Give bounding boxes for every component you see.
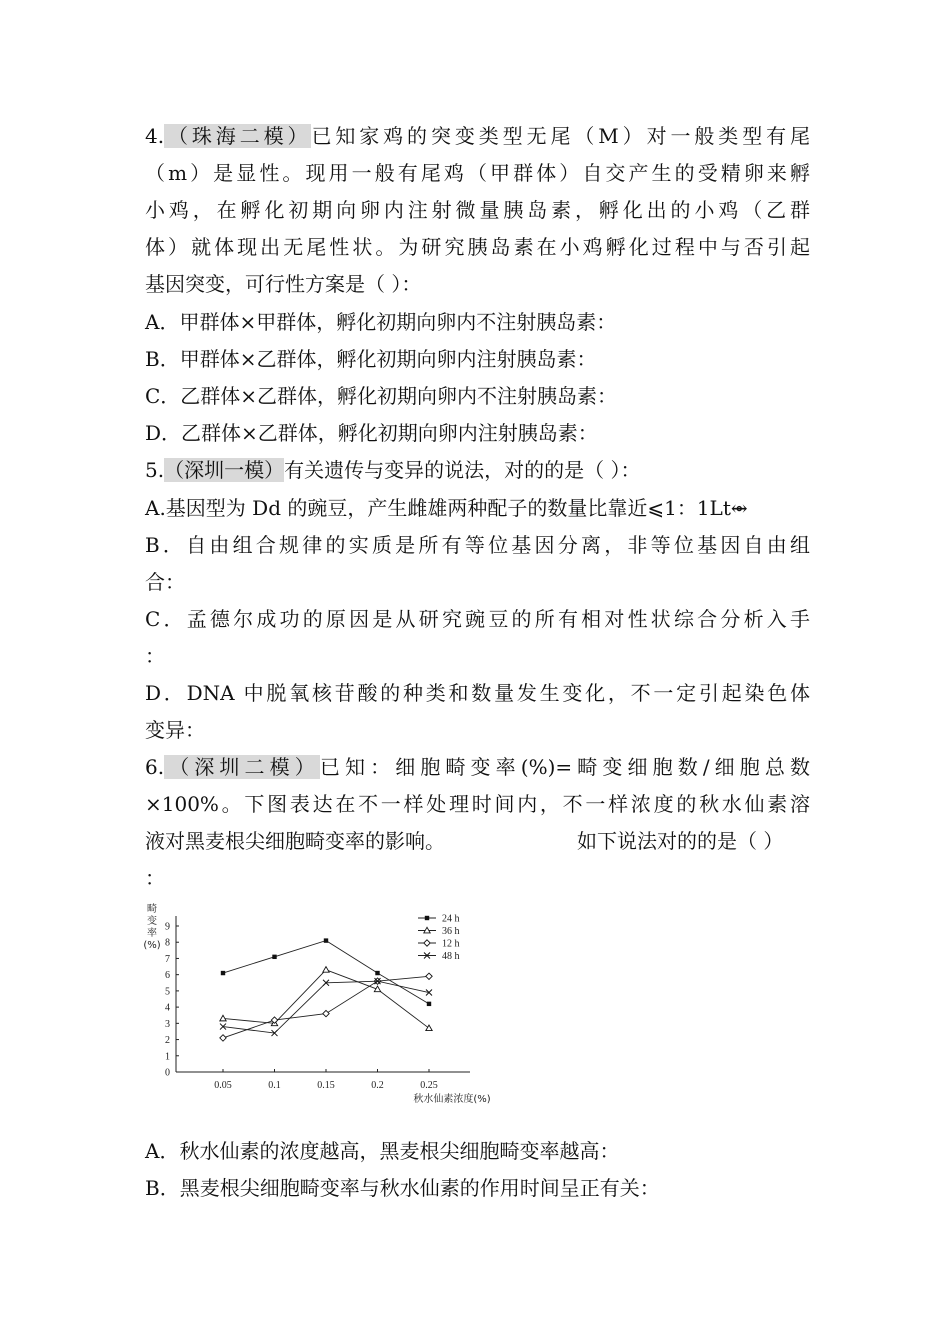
legend-marker (424, 940, 430, 946)
y-tick-label: 7 (165, 953, 170, 965)
legend-marker (425, 916, 429, 920)
series-line-48h (223, 981, 429, 1033)
x-tick-label: 0.1 (268, 1080, 281, 1091)
q5-option-c-1: C．孟德尔成功的原因是从研究豌豆的所有相对性状综合分析入手 (145, 607, 810, 631)
data-point (272, 955, 276, 959)
q6-option-a: A．秋水仙素的浓度越高，黑麦根尖细胞畸变率越高： (145, 1139, 620, 1163)
q6-source-tag: （深圳二模） (164, 755, 320, 779)
data-point (426, 1025, 432, 1031)
data-point (324, 938, 328, 942)
data-point (427, 1002, 431, 1006)
y-tick-label: 4 (165, 1002, 170, 1014)
q5-option-d-2: 变异： (145, 718, 205, 742)
q6-line-1 (145, 749, 810, 786)
q4-stem-2: （m）是显性。现用一般有尾鸡（甲群体）自交产生的受精卵来孵 (145, 161, 810, 185)
q4-stem-5: 基因突变，可行性方案是（ ）： (145, 272, 422, 296)
y-axis-label-char: 畸 (147, 904, 157, 915)
q6-stem-1: 已知：细胞畸变率(%)=畸变细胞数/细胞总数 (319, 755, 811, 779)
q4-source-tag: （珠海二模） (164, 124, 312, 148)
q5-option-c-2: ： (145, 644, 165, 668)
q4-option-b: B．甲群体×乙群体，孵化初期向卵内注射胰岛素： (145, 347, 597, 371)
q6-stem-3: 液对黑麦根尖细胞畸变率的影响。 (145, 829, 445, 853)
y-tick-label: 5 (165, 986, 170, 998)
data-point (271, 1017, 277, 1023)
y-axis-label-char: 变 (147, 916, 157, 927)
y-tick-label: 1 (165, 1051, 170, 1063)
q5-option-b-1: B．自由组合规律的实质是所有等位基因分离，非等位基因自由组 (145, 533, 810, 557)
q5-option-d-1: D．DNA 中脱氧核苷酸的种类和数量发生变化，不一定引起染色体 (145, 681, 810, 705)
q6-stem-2: ×100%。下图表达在不一样处理时间内，不一样浓度的秋水仙素溶 (145, 792, 810, 816)
q4-option-a: A．甲群体×甲群体，孵化初期向卵内不注射胰岛素： (145, 310, 617, 334)
q4-number: 4. (145, 124, 165, 148)
q5-source-tag: （深圳一模） (164, 458, 285, 482)
data-point (221, 971, 225, 975)
legend-label: 12 h (442, 938, 460, 950)
series-line-36h (223, 970, 429, 1028)
data-point (323, 967, 329, 973)
y-axis-label-char: 率 (147, 928, 157, 939)
x-axis-label: 秋水仙素浓度(%) (413, 1094, 491, 1105)
data-point (220, 1015, 226, 1021)
y-tick-label: 2 (165, 1035, 170, 1047)
q5-line-1 (145, 452, 810, 489)
q5-option-b-2: 合： (145, 570, 185, 594)
data-point (426, 990, 432, 996)
chart-svg (140, 898, 510, 1108)
y-tick-label: 6 (165, 970, 170, 982)
q6-stem-3-row (145, 823, 810, 860)
q4-stem-1: 已知家鸡的突变类型无尾（M）对一般类型有尾 (311, 124, 811, 148)
legend-label: 24 h (442, 913, 460, 925)
data-point (375, 971, 379, 975)
y-tick-label: 9 (165, 921, 170, 933)
q5-number: 5. (145, 458, 165, 482)
q4-stem-4: 体）就体现出无尾性状。为研究胰岛素在小鸡孵化过程中与否引起 (145, 235, 810, 259)
q4-stem-3: 小鸡，在孵化初期向卵内注射微量胰岛素，孵化出的小鸡（乙群 (145, 198, 810, 222)
y-tick-label: 0 (165, 1067, 170, 1079)
data-point (426, 973, 432, 979)
q4-line-1 (145, 118, 810, 155)
x-tick-label: 0.15 (317, 1080, 335, 1091)
x-tick-label: 0.05 (214, 1080, 232, 1091)
data-point (220, 1035, 226, 1041)
data-point (323, 1010, 329, 1016)
y-tick-label: 8 (165, 937, 170, 949)
q5-option-a: A.基因型为 Dd 的豌豆，产生雌雄两种配子的数量比靠近⩽1：1Lt⥈ (145, 496, 748, 520)
legend-label: 36 h (442, 926, 460, 937)
q6-stem-5: ： (145, 866, 165, 890)
q4-option-d: D．乙群体×乙群体，孵化初期向卵内注射胰岛素： (145, 421, 598, 445)
q4-option-c: C．乙群体×乙群体，孵化初期向卵内不注射胰岛素： (145, 384, 618, 408)
q6-option-b: B．黑麦根尖细胞畸变率与秋水仙素的作用时间呈正有关： (145, 1176, 660, 1200)
q5-stem: 有关遗传与变异的说法，对的的是（ ）： (284, 458, 641, 482)
aberration-rate-chart (140, 898, 510, 1108)
x-tick-label: 0.2 (371, 1080, 384, 1091)
y-tick-label: 3 (165, 1018, 170, 1030)
y-axis-label-char: (%) (143, 940, 161, 951)
legend-label: 48 h (442, 951, 460, 962)
q6-stem-4: 如下说法对的的是（ ） (577, 829, 784, 853)
x-tick-label: 0.25 (420, 1080, 438, 1091)
q6-number: 6. (145, 755, 165, 779)
